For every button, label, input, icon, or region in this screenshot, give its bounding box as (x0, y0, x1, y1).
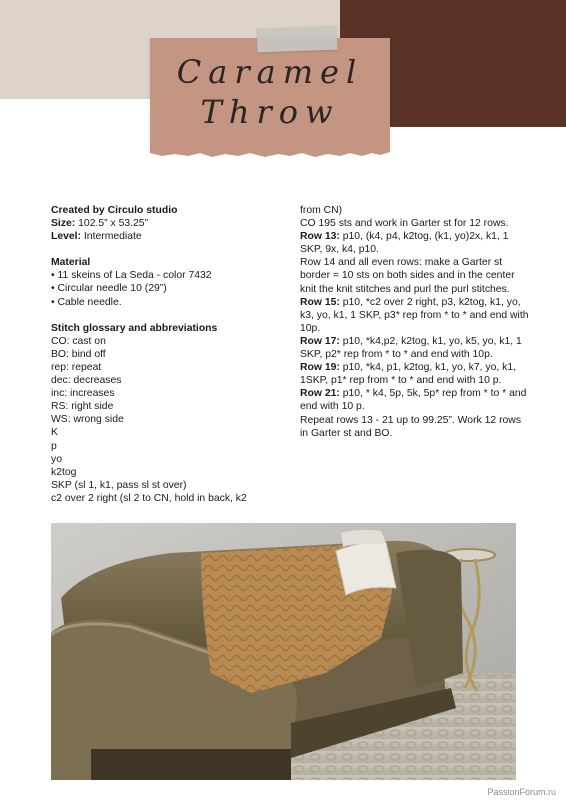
glossary-item: K (51, 427, 58, 439)
glossary-item: WS: wrong side (51, 414, 124, 426)
glossary-item: p (51, 440, 57, 452)
glossary-item: RS: right side (51, 401, 114, 413)
size-line: Size: 102.5” x 53.25” (51, 218, 149, 230)
material-item: • Circular needle 10 (29”) (51, 283, 167, 295)
row-19: Row 19: p10, *k4, p1, k2tog, k1, yo, k7, yo, k1, 1SKP, p1* rep from * to * and end with 10 p. (300, 362, 517, 387)
title-card-torn-edge (150, 148, 390, 158)
glossary-item: CO: cast on (51, 335, 106, 347)
continued-text: from CN) (300, 205, 343, 216)
row-21: Row 21: p10, * k4, 5p, 5k, 5p* rep from * to * and end with 10 p. (300, 388, 527, 413)
glossary-item: SKP (sl 1, k1, pass sl st over) (51, 479, 187, 491)
material-heading: Material (51, 257, 91, 269)
glossary-heading: Stitch glossary and abbreviations (51, 322, 218, 334)
title-line-2: Throw (200, 93, 340, 131)
photo-illustration (51, 523, 516, 780)
glossary-item: inc: increases (51, 388, 115, 400)
right-column (300, 204, 530, 440)
material-item: • Cable needle. (51, 296, 122, 308)
row-13: Row 13: p10, (k4, p4, k2tog, (k1, yo)2x, k1, 1 SKP, 9x, k4, p10. (300, 231, 509, 256)
page-title (150, 52, 390, 132)
watermark-text: PassionForum.ru (487, 787, 556, 797)
white-pillow (336, 542, 396, 595)
left-column (51, 204, 296, 505)
sofa-throw-photo (51, 523, 516, 780)
row-14: Row 14 and all even rows: make a Garter st border = 10 sts on both sides and in the center knit the knit stitches and purl the purl stitches. (300, 257, 515, 295)
material-item: • 11 skeins of La Seda - color 7432 (51, 270, 212, 282)
glossary-item: yo (51, 453, 62, 465)
row-15: Row 15: p10, *c2 over 2 right, p3, k2tog, k1, yo, k3, yo, k1, 1 SKP, p3* rep from * to * and end with 10p. (300, 296, 529, 334)
glossary-item: k2tog (51, 466, 77, 478)
row-17: Row 17: p10, *k4,p2, k2tog, k1, yo, k5, yo, k1, 1 SKP, p2* rep from * to * and end with 10p. (300, 335, 522, 361)
repeat-instruction: Repeat rows 13 - 21 up to 99.25”. Work 12 rows in Garter st and BO. (300, 414, 522, 439)
glossary-item: c2 over 2 right (sl 2 to CN, hold in back, k2 (51, 492, 247, 504)
created-by: Created by Circulo studio (51, 205, 178, 216)
title-line-1: Caramel (176, 53, 364, 91)
glossary-item: dec: decreases (51, 375, 122, 387)
glossary-item: BO: bind off (51, 348, 106, 360)
tape-strip (257, 26, 338, 53)
level-line: Level: Intermediate (51, 231, 142, 243)
cast-on-instruction: CO 195 sts and work in Garter st for 12 rows. (300, 218, 509, 230)
glossary-item: rep: repeat (51, 361, 102, 373)
